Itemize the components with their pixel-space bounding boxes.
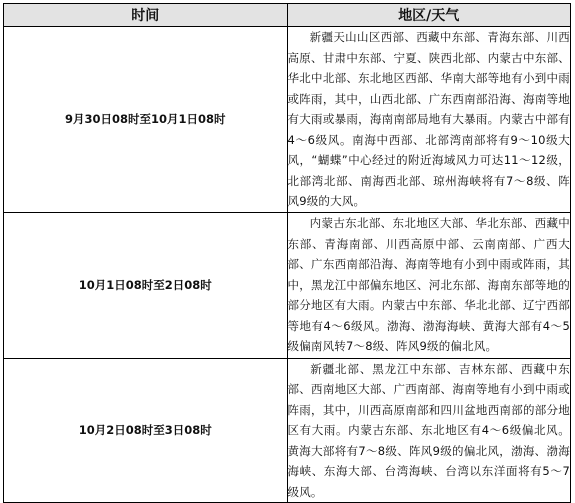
table-row <box>4 358 571 503</box>
table-row <box>4 27 571 213</box>
time-column-header: 时间 <box>4 4 288 27</box>
region-weather-column-header: 地区/天气 <box>287 4 571 27</box>
weather-description-text: 内蒙古东北部、东北地区大部、华北东部、西藏中东部、青海南部、川西高原中部、云南南部、广西大部、广东西南部沿海、海南等地有小到中雨或阵雨，其中，黑龙江中部偏东地区、河北东部、海南东部等地的部分地区有大雨。内蒙古中东部、华北北部、辽宁西部等地有4～6级风。渤海、渤海海峡、黄海大部有4～5级偏南风转7～8级、阵风9级的偏北风。 <box>287 216 570 354</box>
time-cell: 10月1日08时至2日08时 <box>4 212 288 358</box>
weather-description-cell <box>287 212 571 358</box>
time-cell: 9月30日08时至10月1日08时 <box>4 27 288 213</box>
weather-description-cell <box>287 27 571 213</box>
forecast-table <box>3 3 571 503</box>
table-row <box>4 212 571 358</box>
weather-description-text: 新疆北部、黑龙江中东部、吉林东部、西藏中东部、西南地区大部、广西南部、海南等地有小到中雨或阵雨，其中，川西高原南部和四川盆地西南部的部分地区有大雨。内蒙古东部、东北地区有4～6级偏北风。黄海大部将有7～8级、阵风9级的偏北风，渤海、渤海海峡、东海大部、台湾海峡、台湾以东洋面将有5～7级风。 <box>287 361 570 499</box>
weather-description-cell <box>287 358 571 503</box>
weather-description-text: 新疆天山山区西部、西藏中东部、青海东部、川西高原、甘肃中东部、宁夏、陕西北部、内蒙古中东部、华北中北部、东北地区西部、华南大部等地有小到中雨或阵雨，其中，山西北部、广东西南部沿海、海南等地有大雨或暴雨，海南南部局地有大暴雨。内蒙古中部有4～6级风。南海中西部、北部湾南部将有9～10级大风，“蝴蝶”中心经过的附近海域风力可达11～12级，北部湾北部、南海西北部、琼州海峡将有7～8级、阵风9级的大风。 <box>287 30 570 208</box>
table-header-row <box>4 4 571 27</box>
time-cell: 10月2日08时至3日08时 <box>4 358 288 503</box>
